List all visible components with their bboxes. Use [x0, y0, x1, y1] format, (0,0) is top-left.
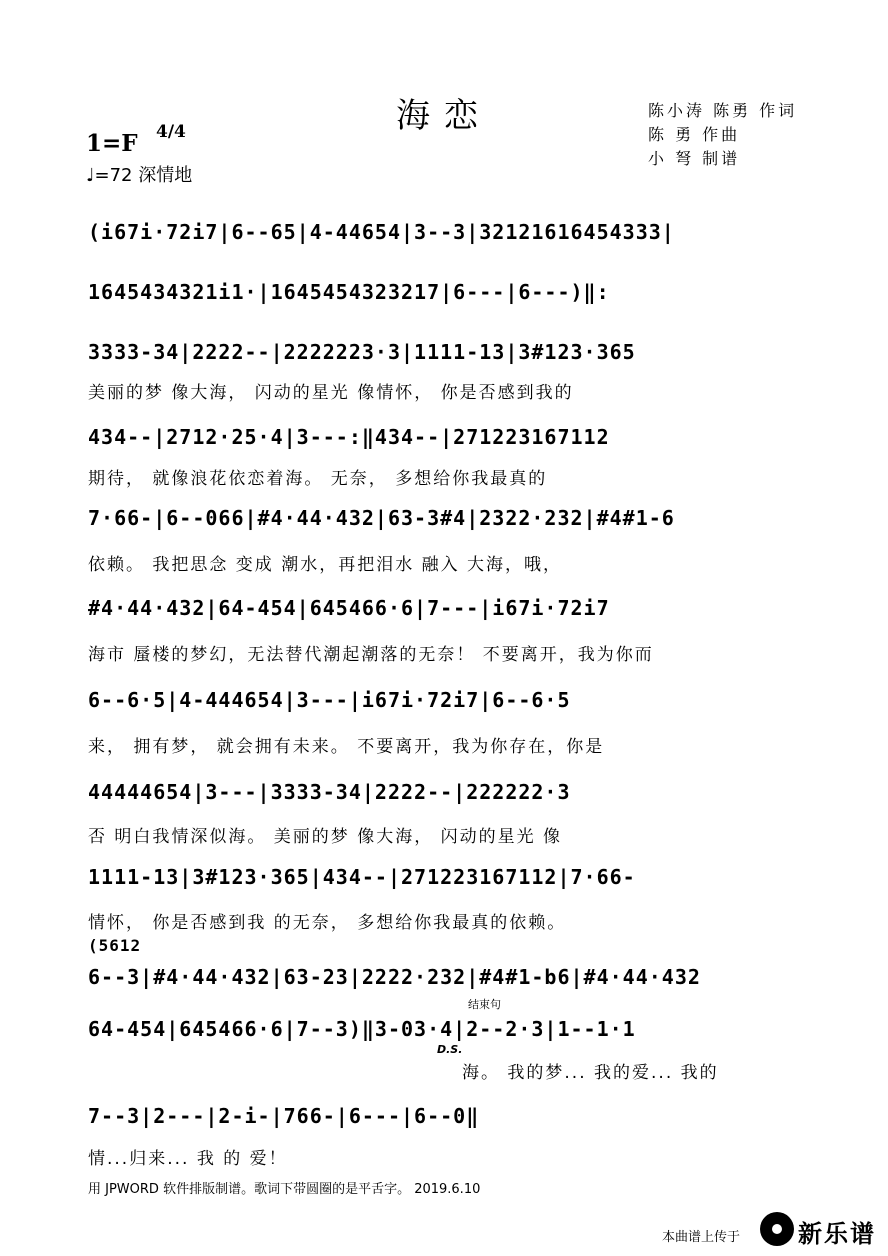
- footer-note: 用 JPWORD 软件排版制谱。歌词下带圆圈的是平舌字。 2019.6.10: [88, 1182, 481, 1197]
- time-signature-text: 4/4: [156, 122, 186, 142]
- score-system-notes: 44444654|3---|3333-34|2222--|222222·3: [88, 780, 571, 804]
- score-system-notes: 3333-34|2222--|2222223·3|1111-13|3#123·365: [88, 340, 636, 364]
- tempo-marking: ♩=72 深情地: [86, 165, 193, 186]
- score-system-lyrics: 情...归来... 我 的 爱！: [88, 1149, 288, 1169]
- score-system-lyrics: 否 明白我情深似海。 美丽的梦 像大海， 闪动的星光 像: [88, 827, 563, 847]
- score-system-lyrics: 来， 拥有梦， 就会拥有未来。 不要离开，我为你存在，你是: [88, 737, 605, 757]
- score-system-lyrics: 海市 蜃楼的梦幻，无法替代潮起潮落的无奈！ 不要离开，我为你而: [88, 645, 654, 665]
- score-system-notes: 1645434321i1·|1645454323217|6---|6---)‖:: [88, 280, 610, 304]
- time-signature: [156, 124, 186, 140]
- score-system-notes: (i67i·72i7|6--65|4-44654|3--3|32121616454333|: [88, 220, 675, 244]
- score-system-lyrics: 期待， 就像浪花依恋着海。 无奈， 多想给你我最真的: [88, 469, 548, 489]
- score-system-notes: 64-454|645466·6|7--3)‖3-03·4|2--2·3|1--1·1: [88, 1017, 636, 1041]
- score-system-notes: #4·44·432|64-454|645466·6|7---|i67i·72i7: [88, 596, 610, 620]
- key-signature: 1=F: [86, 130, 138, 157]
- credit-composer: 陈 勇 作曲: [648, 125, 741, 144]
- score-system-notes: 6--3|#4·44·432|63-23|2222·232|#4#1-b6|#4·44·432: [88, 965, 701, 989]
- page-title: 海恋: [396, 96, 492, 136]
- site-logo-text: 新乐谱: [798, 1220, 876, 1248]
- score-system-notes: 434--|2712·25·4|3---:‖434--|271223167112: [88, 425, 610, 449]
- credit-lyricist: 陈小涛 陈勇 作词: [648, 101, 798, 120]
- coda-label: 结束句: [468, 998, 501, 1011]
- score-system-notes: 6--6·5|4-444654|3---|i67i·72i7|6--6·5: [88, 688, 571, 712]
- pickup-label: (5612: [88, 936, 142, 955]
- score-system-notes: 7--3|2---|2-i-|766-|6---|6--0‖: [88, 1104, 480, 1128]
- score-system-lyrics: 美丽的梦 像大海， 闪动的星光 像情怀， 你是否感到我的: [88, 383, 574, 403]
- score-system-lyrics: 情怀， 你是否感到我 的无奈， 多想给你我最真的依赖。: [88, 913, 567, 933]
- score-system-lyrics: 海。 我的梦... 我的爱... 我的: [462, 1063, 719, 1083]
- upload-note: 本曲谱上传于: [662, 1230, 741, 1245]
- score-system-lyrics: 依赖。 我把思念 变成 潮水，再把泪水 融入 大海，哦，: [88, 555, 563, 575]
- score-system-notes: 1111-13|3#123·365|434--|271223167112|7·66-: [88, 865, 636, 889]
- credit-transcriber: 小 弩 制谱: [648, 149, 741, 168]
- score-system-notes: 7·66-|6--066|#4·44·432|63-3#4|2322·232|#4#1-6: [88, 506, 675, 530]
- site-logo: [760, 1212, 794, 1246]
- ds-label: D.S.: [437, 1043, 463, 1056]
